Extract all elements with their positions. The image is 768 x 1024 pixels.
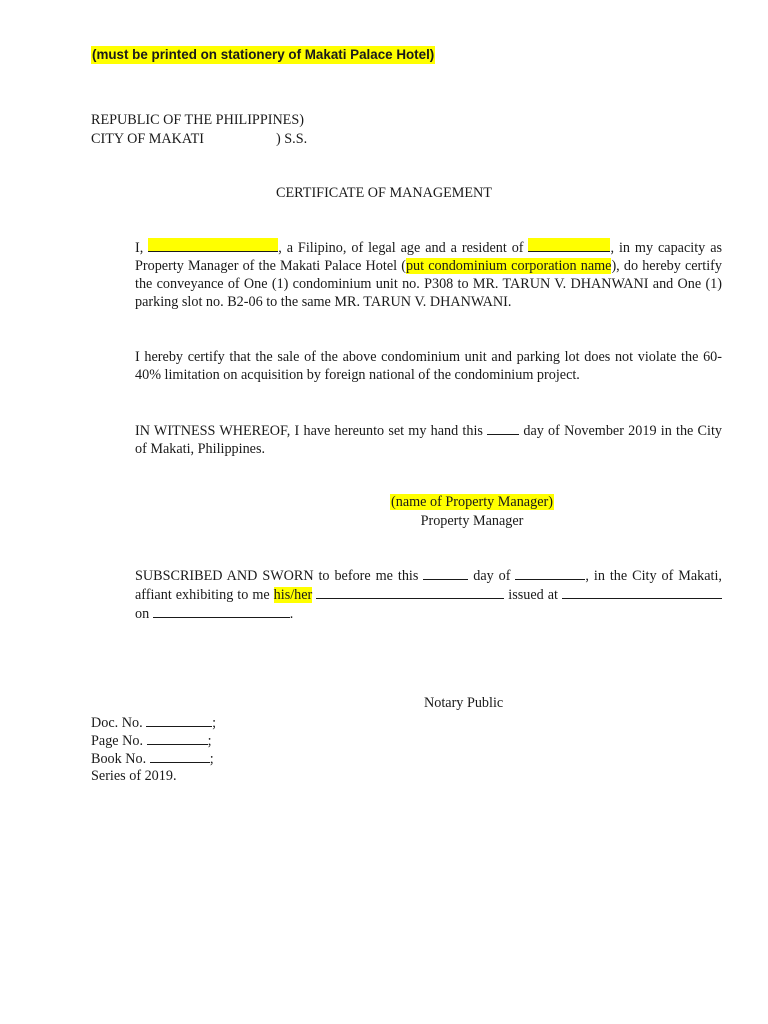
jurat-month-blank	[515, 566, 585, 580]
para3-rest: day of November 2019 in the City of Makati, Philippines.	[135, 423, 722, 457]
signatory-name	[0, 493, 768, 511]
page-no-suffix: ;	[207, 733, 212, 749]
pronoun-placeholder: his/her	[273, 587, 313, 603]
document-title: CERTIFICATE OF MANAGEMENT	[276, 185, 492, 201]
signatory-name-placeholder: (name of Property Manager)	[391, 494, 553, 510]
id-blank	[316, 585, 504, 599]
doc-no-suffix: ;	[212, 715, 217, 731]
paragraph-jurat	[91, 566, 722, 623]
issued-at-blank	[562, 585, 722, 599]
venue-republic: REPUBLIC OF THE PHILIPPINES)	[91, 112, 304, 128]
paragraph-limitation: I hereby certify that the sale of the above condominium unit and parking lot does not violate the 60-40% limitation on acquisition by foreign national of the condominium project.	[135, 349, 722, 383]
para4-mid4: on	[135, 606, 153, 622]
book-no-line	[91, 749, 214, 768]
book-no-suffix: ;	[209, 751, 214, 767]
page-no-label: Page No.	[91, 733, 147, 749]
doc-no-blank	[146, 713, 212, 727]
doc-no-line	[91, 713, 216, 732]
para4-end: .	[289, 606, 294, 622]
para1-after-name: , a Filipino, of legal age and a resident of	[278, 240, 529, 256]
signatory-title: Property Manager	[420, 513, 524, 529]
paragraph-witness	[91, 421, 722, 458]
venue-ss: ) S.S.	[276, 131, 308, 147]
para1-rest: ), do hereby certify the conveyance of One (1) condominium unit no. P308 to MR. TARUN V. DHANWANI and One (1) parking slot no. B2-06 to the same MR. TARUN V. DHANWANI.	[135, 258, 722, 310]
name-blank	[148, 238, 278, 252]
notary-public-label: Notary Public	[424, 695, 504, 711]
day-blank	[487, 421, 519, 435]
para4-mid2: , in the City of Makati, affiant exhibiting to me	[135, 568, 722, 603]
para4-start: SUBSCRIBED AND SWORN to before me this	[135, 568, 424, 584]
page-no-blank	[147, 731, 208, 745]
para4-mid3: issued at	[504, 587, 562, 603]
corporation-name-placeholder: put condominium corporation name	[405, 258, 612, 274]
para3-start: IN WITNESS WHEREOF, I have hereunto set my hand this	[135, 423, 488, 439]
para1-after-residence: , in my capacity as Property Manager of the Makati Palace Hotel (	[135, 240, 723, 274]
book-no-label: Book No.	[91, 751, 150, 767]
doc-no-label: Doc. No.	[91, 715, 147, 731]
paragraph-conveyance	[91, 238, 722, 311]
stationery-note: (must be printed on stationery of Makati Palace Hotel)	[92, 47, 435, 62]
venue-city-label: CITY OF MAKATI	[91, 131, 204, 147]
jurat-day-blank	[423, 566, 468, 580]
residence-blank	[528, 238, 610, 252]
page-no-line	[91, 731, 212, 750]
issued-on-blank	[153, 604, 290, 618]
para4-mid1: day of	[468, 568, 516, 584]
book-no-blank	[150, 749, 210, 763]
para1-start: I,	[135, 240, 149, 256]
venue-city	[91, 130, 308, 148]
series-line: Series of 2019.	[91, 768, 177, 784]
